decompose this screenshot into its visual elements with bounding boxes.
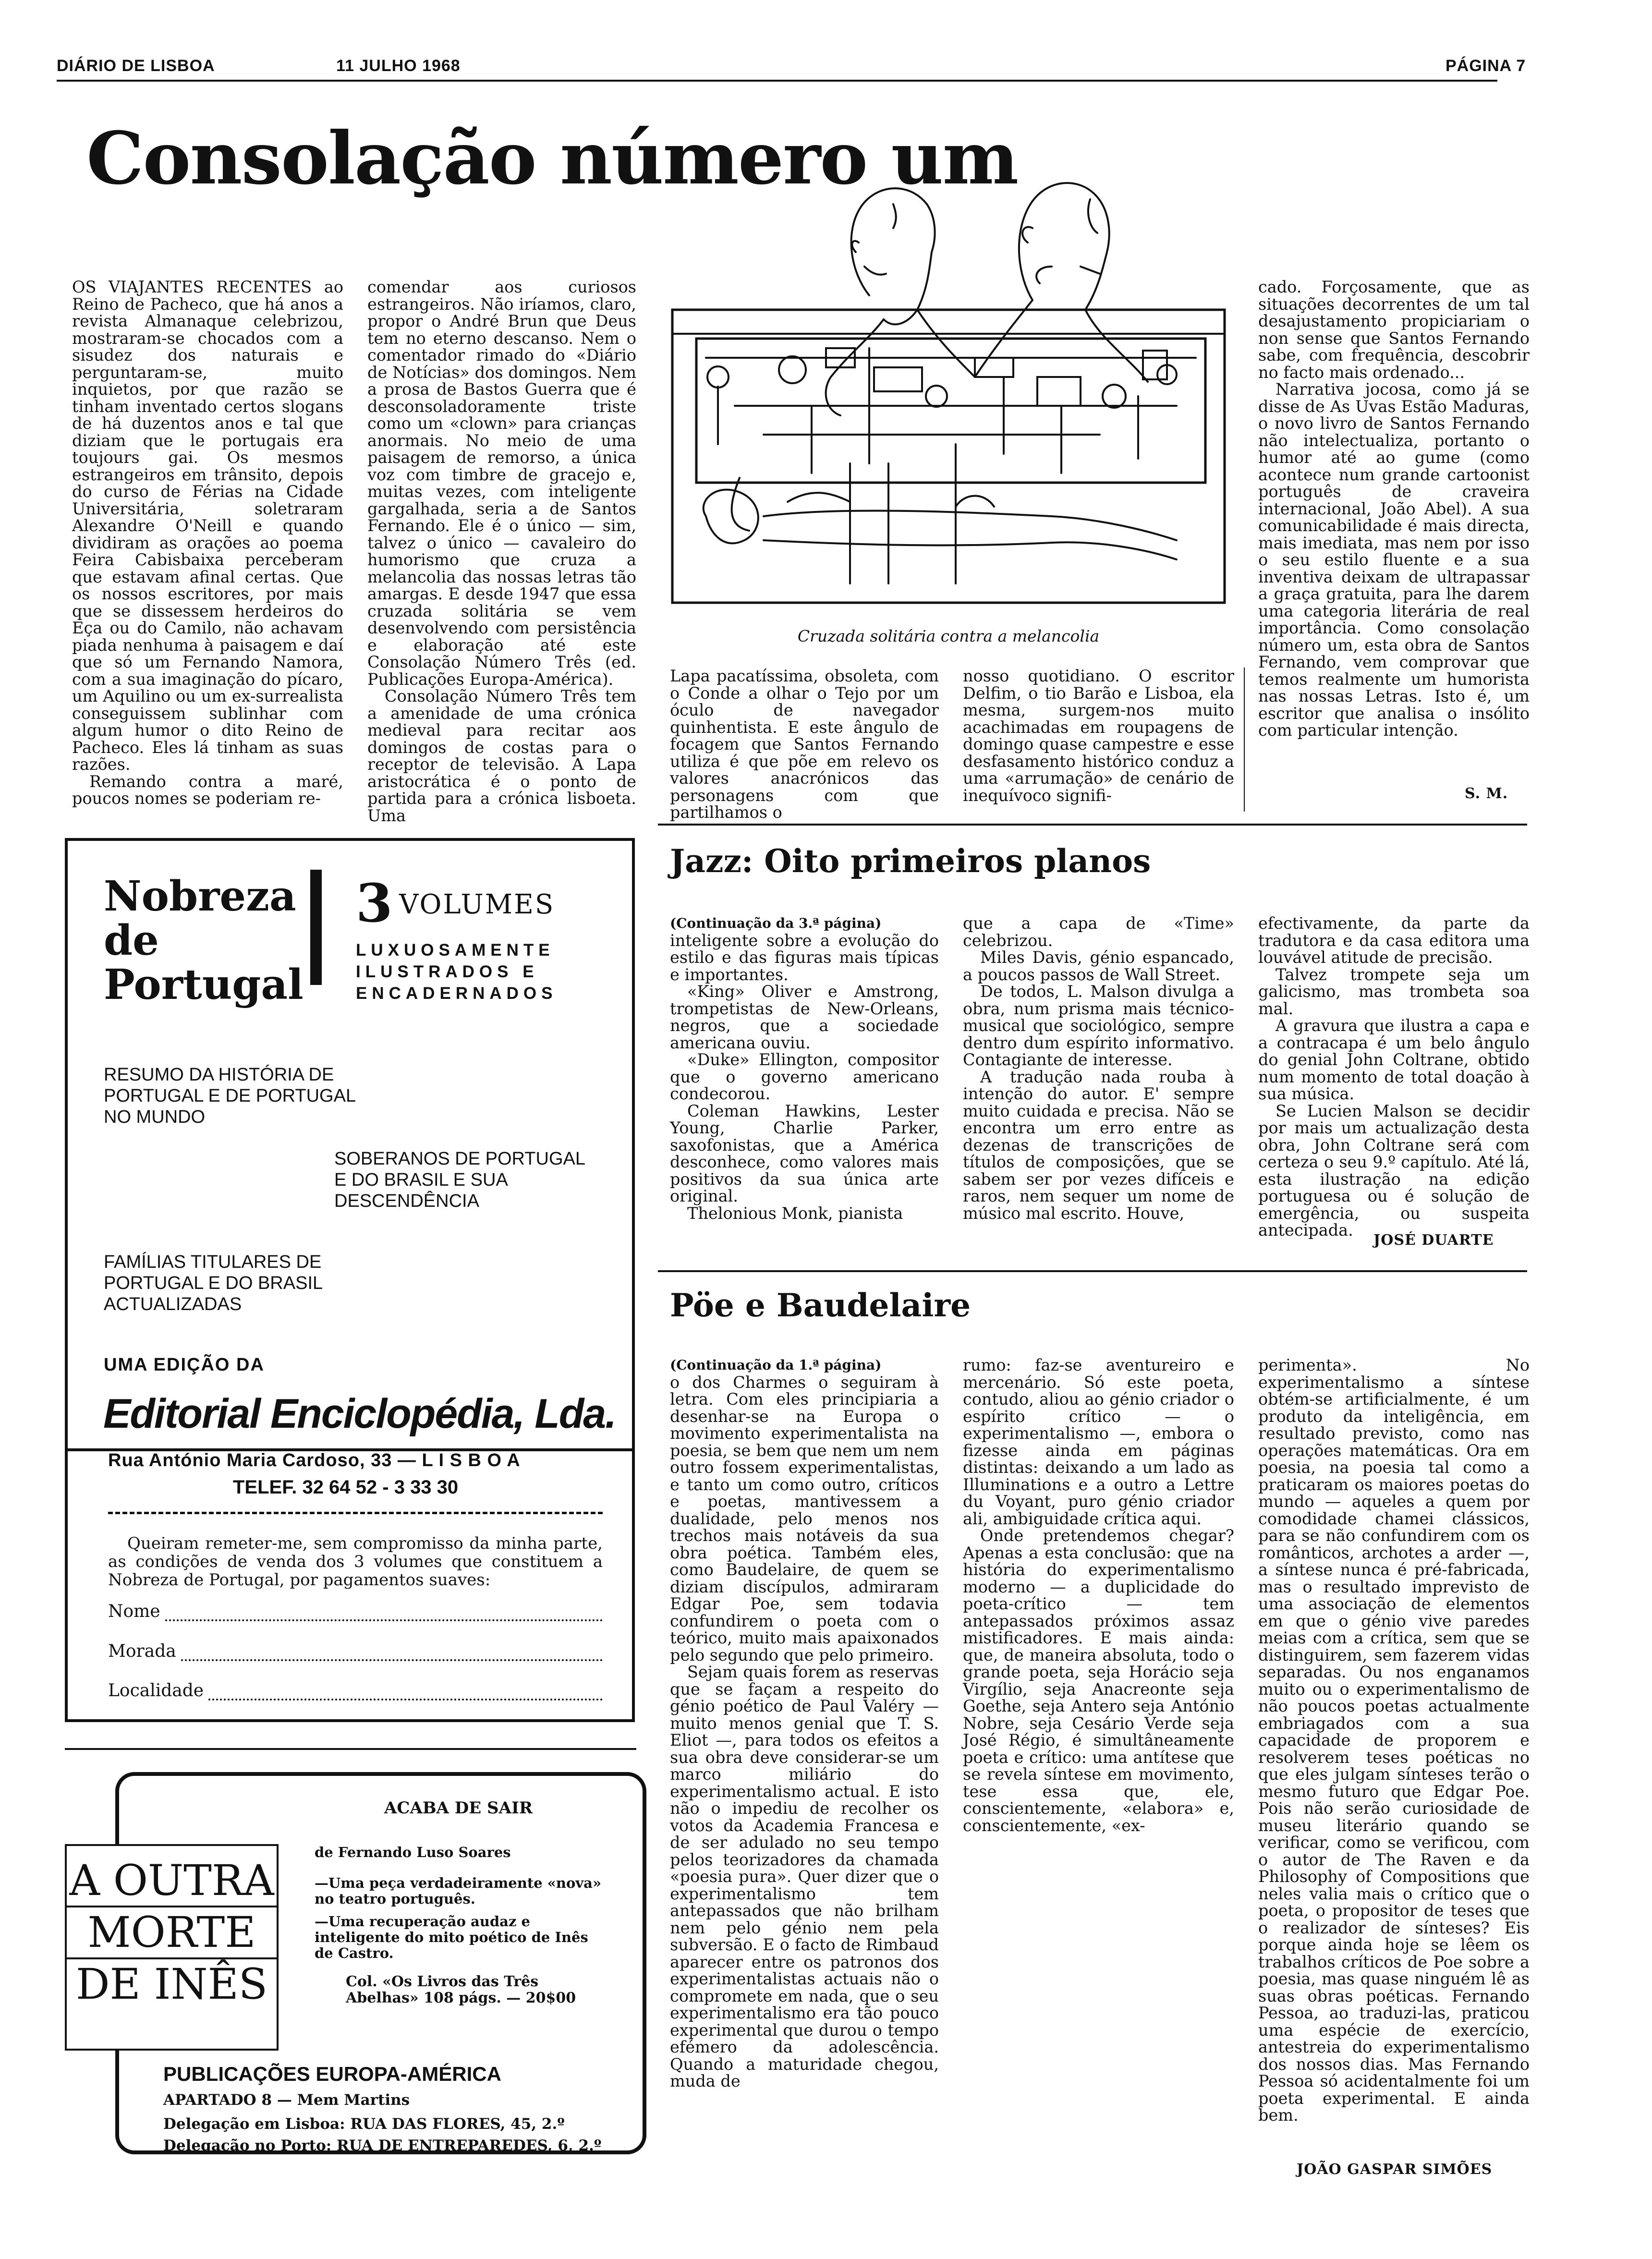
continuation-note: (Continuação da 3.ª página) bbox=[670, 915, 882, 931]
article-title-consolacao: Consolação número um bbox=[86, 116, 1018, 201]
jazz-column-2 bbox=[963, 915, 1234, 1222]
book-title-line: MORTE bbox=[67, 1907, 277, 1959]
desc-line: LUXUOSAMENTE bbox=[356, 941, 555, 959]
paragraph: Thelonious Monk, pianista bbox=[687, 1203, 903, 1223]
section-line: RESUMO DA HISTÓRIA DE bbox=[104, 1065, 334, 1085]
paragraph: nosso quotidiano. O escritor Delfim, o tio Barão e Lisboa, ela mesma, surgem-nos muito acachimadas em roupagens de domingo quase campestre e esse desfasamento histórico conduz a uma «arrumação» de cenário de inequívoco signifi- bbox=[963, 667, 1234, 805]
paragraph: Sejam quais forem as reservas que se façam a respeito do génio poético de Paul Valéry — muito menos genial que T. S. Eliot —, para todos os efeitos a sua obra deve considerar-se um marco miliário do experimentalismo actual. E isto não o impediu de recolher os votos da Academia Francesa e de ser adulado no seu tempo pelos teorizadores da chamada «poesia pura». Quer dizer que o experimentalismo tem antepassados que não brilham nem pelo génio nem pela subversão. E o facto de Rimbaud aparecer entre os patronos dos experimentalistas actuais não o compromete em nada, que o seu experimentalismo era tão pouco experimental que durou o tempo efémero da adolescência. Quando a maturidade chegou, muda de bbox=[670, 1663, 939, 2090]
section-line: FAMÍLIAS TITULARES DE bbox=[104, 1252, 322, 1272]
poe-column-3 bbox=[1258, 1357, 1530, 2124]
nobreza-advert-lower-frame bbox=[65, 1441, 635, 1722]
book-title-box bbox=[65, 1844, 279, 2051]
paragraph: cado. Forçosamente, que as situações decorrentes de um tal desajustamento propiciariam o non sense que Santos Fernando sabe, com frequência, descobrir no facto mais ordenado... bbox=[1258, 278, 1530, 382]
section-line: SOBERANOS DE PORTUGAL bbox=[334, 1149, 585, 1169]
consolacao-column-5 bbox=[1258, 279, 1530, 739]
field-label: Localidade bbox=[108, 1681, 204, 1700]
cartoon-drawing bbox=[668, 108, 1229, 644]
jazz-column-3 bbox=[1258, 915, 1530, 1239]
volumes-description bbox=[356, 939, 557, 1004]
publisher-name: Editorial Enciclopédia, Lda. bbox=[103, 1391, 616, 1437]
paragraph: A tradução nada rouba à intenção do autor. E' sempre muito cuidada e precisa. Não se encontra um erro entre as dezenas de transcrições de títulos de composições, que se sabem ser por vezes difíceis e raros, nem sequer um nome de músico mal escrito. Houve, bbox=[963, 1067, 1234, 1223]
paragraph: OS VIAJANTES RECENTES ao Reino de Pacheco, que há anos a revista Almanaque celebrizou, mostraram-se chocados com a sisudez dos naturais e perguntaram-se, muito inquietos, por que razão se tinham inventado certos slogans de há duzentos anos e tal que diziam que le portugais era toujours gai. Os mesmos estrangeiros em trânsito, depois do curso de Férias na Cidade Universitária, soletraram Alexandre O'Neill e quando dividiram as orações ao poema Feira Cabisbaixa perceberam que estavam afinal certas. Que os nossos escritores, por mais que se dissessem herdeiros do Eça ou do Camilo, não achavam piada nenhuma à paisagem e daí que só um Fernando Namora, com a sua imaginação do pícaro, um Aquilino ou um ex-surrealista conseguissem sublinhar com algum humor o dito Reino de Pacheco. Eles lá tinham as suas razões. bbox=[72, 278, 343, 774]
section-line: ACTUALIZADAS bbox=[104, 1294, 242, 1314]
ad-publisher: PUBLICAÇÕES EUROPA-AMÉRICA bbox=[163, 2063, 501, 2085]
ad-separator bbox=[65, 1748, 636, 1750]
paragraph: «King» Oliver e Amstrong, trompetistas de New-Orleans, negros, que a sociedade americana ouviu. bbox=[670, 982, 939, 1052]
paragraph: Talvez trompete seja um galicismo, mas trombeta soa mal. bbox=[1258, 965, 1530, 1018]
paragraph: Remando contra a maré, poucos nomes se poderiam re- bbox=[72, 772, 343, 808]
desc-line: ENCADERNADOS bbox=[356, 984, 558, 1003]
header-rule bbox=[57, 80, 1497, 82]
poe-column-1 bbox=[670, 1357, 939, 2090]
book-bullet-1: —Uma peça verdadeiramente «nova» no teatro português. bbox=[315, 1875, 602, 1907]
book-collection: Col. «Os Livros das Três Abelhas» 108 págs. — 20$00 bbox=[346, 1973, 576, 2006]
article-title-jazz: Jazz: Oito primeiros planos bbox=[670, 842, 1151, 880]
book-bullet-2: —Uma recuperação audaz e inteligente do mito poético de Inês de Castro. bbox=[315, 1913, 588, 1961]
cartoon-caption: Cruzada solitária contra a melancolia bbox=[797, 627, 1100, 645]
paragraph: Narrativa jocosa, como já se disse de As Uvas Estão Maduras, o novo livro de Santos Fernando não intelectualiza, portanto o humor até ao gume (como acontece num grande cartoonist português de craveira internacional, João Abel). A sua comunicabilidade é mais directa, mais imediata, mas nem por isso o seu estilo fluente e a sua inventiva deixam de ultrapassar a graça gratuita, para lhe darem uma categoria literária de real importância. Como consolação número um, esta obra de Santos Fernando, vem comprovar que temos realmente um humorista nas nossas Letras. Isto é, um escritor que analisa o insólito com particular intenção. bbox=[1258, 380, 1530, 740]
section-line: PORTUGAL E DO BRASIL bbox=[104, 1273, 323, 1293]
consolacao-column-4 bbox=[963, 668, 1234, 804]
paragraph: Consolação Número Três tem a amenidade de uma crónica medieval para recitar aos domingos de costas para o receptor de televisão. A Lapa aristocrática é o ponto de partida para a crónica lisboeta. Uma bbox=[367, 687, 636, 825]
consolacao-column-2 bbox=[367, 279, 636, 824]
jazz-signature: JOSÉ DUARTE bbox=[1373, 1232, 1494, 1249]
section-resumo bbox=[104, 1064, 356, 1128]
paragraph: A gravura que ilustra a capa e a contracapa é um belo ângulo do genial John Coltrane, obtido num momento de total doação à sua música. bbox=[1258, 1016, 1530, 1103]
section-line: PORTUGAL E DE PORTUGAL bbox=[104, 1086, 356, 1106]
just-out-label: ACABA DE SAIR bbox=[384, 1798, 533, 1818]
poe-column-2 bbox=[963, 1357, 1234, 1834]
ad-delegacao-porto: Delegação no Porto: RUA DE ENTREPAREDES, 6, 2.º bbox=[163, 2137, 602, 2154]
newspaper-name: DIÁRIO DE LISBOA bbox=[57, 57, 215, 75]
consolacao-column-1 bbox=[72, 279, 343, 807]
poe-signature: JOÃO GASPAR SIMÕES bbox=[1297, 2161, 1493, 2178]
paragraph: Coleman Hawkins, Lester Young, Charlie Parker, saxofonistas, que a América desconhece, como valores mais positivos da sua única arte original. bbox=[670, 1101, 939, 1205]
consolacao-column-3 bbox=[670, 668, 939, 821]
section-line: NO MUNDO bbox=[104, 1107, 206, 1127]
nobreza-advert bbox=[65, 838, 635, 1451]
issue-date: 11 JULHO 1968 bbox=[336, 57, 461, 75]
book-author: de Fernando Luso Soares bbox=[315, 1844, 511, 1860]
paragraph: Lapa pacatíssima, obsoleta, com o Conde a olhar o Tejo por um óculo de navegador quinhentista. E este ângulo de focagem que Santos Fernando utiliza é que põe em relevo os valores anacrónicos das personagens com que partilhamos o bbox=[670, 667, 939, 822]
section-line: E DO BRASIL E SUA bbox=[334, 1170, 508, 1190]
paragraph: inteligente sobre a evolução do estilo e das figuras mais típicas e importantes. bbox=[670, 931, 939, 984]
volumes-word: VOLUMES bbox=[399, 889, 555, 920]
cartoon-illustration bbox=[668, 108, 1229, 644]
ad-delegacao-lisboa: Delegação em Lisboa: RUA DAS FLORES, 45, 2.º bbox=[163, 2115, 565, 2133]
publisher-phone: TELEF. 32 64 52 - 3 33 30 bbox=[233, 1477, 459, 1498]
paragraph: rumo: faz-se aventureiro e mercenário. Só este poeta, contudo, aliou ao génio criador o espírito crítico — o experimentalismo —, embora o fizesse ainda em páginas distintas: deixando a um lado as Illuminations e a outro a Lettre du Voyant, puro génio criador ali, ambiguidade crítica aqui. bbox=[963, 1356, 1234, 1528]
page-number: PÁGINA 7 bbox=[1446, 57, 1526, 75]
publisher-address: Rua António Maria Cardoso, 33 — L I S B O A bbox=[108, 1450, 521, 1470]
paragraph: De todos, L. Malson divulga a obra, num prisma mais técnico-musical que sociológico, sempre dentro dum espírito informativo. Contagiante de interesse. bbox=[963, 982, 1234, 1069]
title-line: Portugal bbox=[104, 960, 304, 1009]
book-title-line: DE INÊS bbox=[75, 1959, 268, 2009]
jazz-column-1 bbox=[670, 915, 939, 1222]
column-rule bbox=[1244, 668, 1245, 812]
section-line: DESCENDÊNCIA bbox=[334, 1191, 479, 1211]
section-rule bbox=[658, 824, 1527, 826]
volumes-number: 3 bbox=[356, 872, 393, 934]
edition-label: UMA EDIÇÃO DA bbox=[104, 1355, 265, 1375]
title-bar bbox=[310, 870, 322, 985]
consolacao-signature: S. M. bbox=[1465, 785, 1508, 802]
coupon-text: Queiram remeter-me, sem compromisso da minha parte, as condições de venda dos 3 volumes que constituem a Nobreza de Portugal, por pagamentos suaves: bbox=[108, 1534, 603, 1590]
paragraph: comendar aos curiosos estrangeiros. Não iríamos, claro, propor o André Brun que Deus tem no eterno descanso. Nem o comentador rimado do «Diário de Notícias» dos domingos. Nem a prosa de Bastos Guerra que é desconsoladoramente triste como um «clown» para crianças anormais. No meio de uma paisagem de remorso, a única voz com timbre de gracejo e, muitas vezes, com inteligente gargalhada, seria a de Santos Fernando. Ele é o único — sim, talvez o único — cavaleiro do humorismo que cruza a melancolia das nossas letras tão amargas. E desde 1947 que essa cruzada solitária se vem desenvolvendo com persistência e elaboração até este Consolação Número Três (ed. Publicações Europa-América). bbox=[367, 278, 636, 689]
ad-apartado: APARTADO 8 — Mem Martins bbox=[163, 2091, 410, 2109]
section-soberanos bbox=[334, 1148, 585, 1212]
paragraph: Se Lucien Malson se decidir por mais um actualização desta obra, John Coltrane será com certeza o seu 9.º capítulo. Até lá, esta ilustração na edição portuguesa ou é solução de emergência, ou suspeita antecipada. bbox=[1258, 1101, 1530, 1239]
article-title-poe: Pöe e Baudelaire bbox=[670, 1287, 971, 1324]
title-line: Nobreza bbox=[104, 872, 296, 921]
paragraph: o dos Charmes o seguiram à letra. Com eles principiaria a desenhar-se na Europa o movimento experimentalista na poesia, se bem que nem um nem outro fossem experimentalistas, e tanto um como outro, críticos e poetas, mantivessem a dualidade, pelo menos nos trechos mais notáveis da sua obra poética. Também eles, como Baudelaire, de quem se diziam discípulos, admiraram Edgar Poe, sem todavia confundirem o poeta com o teórico, muito mais apaixonados pelo segundo que pelo primeiro. bbox=[670, 1372, 939, 1664]
section-rule bbox=[658, 1270, 1527, 1272]
book-title-line: A OUTRA bbox=[67, 1856, 277, 1907]
paragraph: perimenta». No experimentalismo a síntese obtém-se artificialmente, é um produto da inteligência, em resultado previsto, como nas operações matemáticas. Ora em poesia, na poesia tal como a praticaram os maiores poetas do mundo — aqueles a quem por comodidade chamei clássicos, para se não confundirem com os românticos, archotes a arder —, a síntese nunca é pré-fabricada, mas o resultado imprevisto de uma associação de elementos em que o génio vive paredes meias com a crítica, sem que se distinguirem, sem fazerem vidas separadas. Ou nos enganamos muito ou o experimentalismo de não poucos poetas actualmente embriagados com a sua capacidade de proporem e resolverem teses poéticas no que eles julgam sínteses terão o mesmo futuro que Edgar Poe. Pois não serão curiosidade de museu literário quando se verificar, como se verificou, com o autor de The Raven e da Philosophy of Compositions que neles valia mais o crítico que o poeta, o propositor de teses que o realizador de sínteses? Eis porque ainda hoje se lêem os trabalhos críticos de Poe sobre a poesia, mas quase ninguém lê as suas obras poéticas. Fernando Pessoa, ao traduzi-las, praticou uma espécie de exercício, antestreia do experimentalismo dos nossos dias. Mas Fernando Pessoa só acidentalmente foi um poeta experimental. E ainda bem. bbox=[1258, 1356, 1530, 2125]
section-familias bbox=[104, 1251, 323, 1315]
paragraph: «Duke» Ellington, compositor que o governo americano condecorou. bbox=[670, 1050, 939, 1103]
paragraph: Onde pretendemos chegar? Apenas a esta conclusão: que na história do experimentalismo moderno — a duplicidade do poeta-crítico — tem antepassados próximos assaz mistificadores. E mais ainda: que, de maneira absoluta, todo o grande poeta, seja Horácio seja Virgílio, seja Anacreonte seja Goethe, seja Antero seja António Nobre, seja Cesário Verde seja José Régio, é simultâneamente poeta e crítico: uma antítese que se revela síntese em movimento, tese essa que, ele, conscientemente, «elabora» e, conscientemente, «ex- bbox=[963, 1526, 1234, 1835]
nobreza-title bbox=[104, 874, 304, 1007]
field-label: Nome bbox=[108, 1602, 160, 1621]
title-line: de bbox=[104, 916, 159, 965]
paragraph: que a capa de «Time» celebrizou. bbox=[963, 914, 1234, 950]
continuation-note: (Continuação da 1.ª página) bbox=[670, 1357, 882, 1373]
paragraph: efectivamente, da parte da tradutora e da casa editora uma louvável atitude de precisão. bbox=[1258, 914, 1530, 967]
desc-line: ILUSTRADOS E bbox=[356, 962, 539, 981]
paragraph: Miles Davis, génio espancado, a poucos passos de Wall Street. bbox=[963, 948, 1234, 984]
field-label: Morada bbox=[108, 1641, 176, 1661]
